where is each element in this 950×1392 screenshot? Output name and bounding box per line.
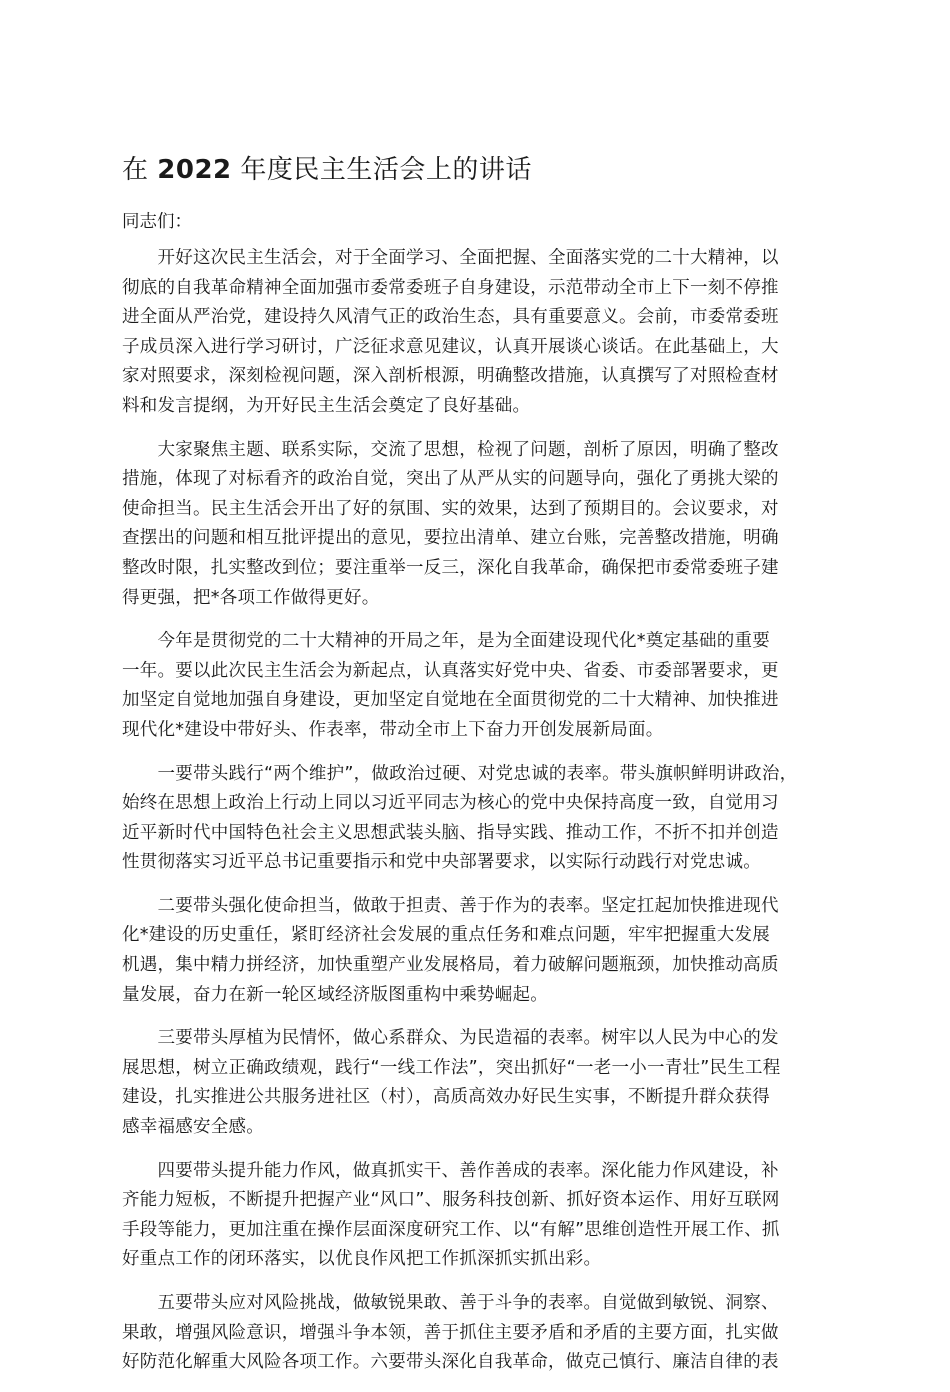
- body-paragraph: [122, 244, 862, 422]
- paragraph-line: 果敢，增强风险意识，增强斗争本领，善于抓住主要矛盾和矛盾的主要方面，扎实做: [122, 1322, 779, 1343]
- body-paragraph: [122, 436, 862, 614]
- paragraph-line: 性贯彻落实习近平总书记重要指示和党中央部署要求，以实际行动践行对党忠诚。: [122, 852, 761, 873]
- paragraph-line: 今年是贯彻党的二十大精神的开局之年，是为全面建设现代化*奠定基础的重要: [122, 631, 770, 652]
- paragraph-line: 查摆出的问题和相互批评提出的意见，要拉出清单、建立台账，完善整改措施，明确: [122, 528, 779, 549]
- paragraph-line: 家对照要求，深刻检视问题，深入剖析根源，明确整改措施，认真撰写了对照检查材: [122, 366, 779, 387]
- paragraph-line: 进全面从严治党，建设持久风清气正的政治生态，具有重要意义。会前，市委常委班: [122, 307, 779, 328]
- paragraph-line: 大家聚焦主题、联系实际，交流了思想，检视了问题，剖析了原因，明确了整改: [122, 439, 779, 460]
- paragraph-line: 始终在思想上政治上行动上同以习近平同志为核心的党中央保持高度一致，自觉用习: [122, 793, 779, 814]
- title-suffix: 年度民主生活会上的讲话: [231, 155, 532, 185]
- body-paragraph: [122, 892, 862, 1010]
- paragraph-line: 三要带头厚植为民情怀，做心系群众、为民造福的表率。树牢以人民为中心的发: [122, 1028, 779, 1049]
- paragraph-line: 二要带头强化使命担当，做敢于担责、善于作为的表率。坚定扛起加快推进现代: [122, 895, 779, 916]
- paragraph-line: 加坚定自觉地加强自身建设，更加坚定自觉地在全面贯彻党的二十大精神、加快推进: [122, 690, 779, 711]
- title-year: 2022: [157, 155, 232, 185]
- paragraph-line: 措施，体现了对标看齐的政治自觉，突出了从严从实的问题导向，强化了勇挑大梁的: [122, 469, 779, 490]
- title-prefix: 在: [122, 155, 158, 185]
- paragraph-line: 近平新时代中国特色社会主义思想武装头脑、指导实践、推动工作，不折不扣并创造: [122, 822, 779, 843]
- body-paragraph: [122, 760, 862, 878]
- paragraph-line: 建设，扎实推进公共服务进社区（村），高质高效办好民生实事，不断提升群众获得: [122, 1087, 770, 1108]
- paragraph-line: 五要带头应对风险挑战，做敏锐果敢、善于斗争的表率。自觉做到敏锐、洞察、: [122, 1293, 779, 1313]
- paragraph-line: 使命担当。民主生活会开出了好的氛围、实的效果，达到了预期目的。会议要求，对: [122, 498, 779, 519]
- paragraph-line: 一要带头践行“两个维护”，做政治过硬、对党忠诚的表率。带头旗帜鲜明讲政治，: [122, 763, 798, 784]
- body-paragraph: [122, 1024, 862, 1142]
- body-paragraph: [122, 1289, 862, 1378]
- paragraph-line: 得更强，把*各项工作做得更好。: [122, 587, 380, 608]
- paragraph-line: 机遇，集中精力拼经济，加快重塑产业发展格局，着力破解问题瓶颈，加快推动高质: [122, 955, 779, 976]
- paragraph-line: 四要带头提升能力作风，做真抓实干、善作善成的表率。深化能力作风建设，补: [122, 1160, 779, 1181]
- paragraph-line: 彻底的自我革命精神全面加强市委常委班子自身建设，示范带动全市上下一刻不停推: [122, 277, 779, 298]
- paragraph-line: 开好这次民主生活会，对于全面学习、全面把握、全面落实党的二十大精神，以: [122, 248, 779, 268]
- paragraph-line: 量发展，奋力在新一轮区域经济版图重构中乘势崛起。: [122, 984, 548, 1005]
- paragraph-line: 齐能力短板，不断提升把握产业“风口”、服务科技创新、抓好资本运作、用好互联网: [122, 1190, 780, 1211]
- paragraph-line: 一年。要以此次民主生活会为新起点，认真落实好党中央、省委、市委部署要求，更: [122, 660, 779, 681]
- paragraph-line: 子成员深入进行学习研讨，广泛征求意见建议，认真开展谈心谈话。在此基础上，大: [122, 336, 779, 357]
- paragraph-line: 好防范化解重大风险各项工作。六要带头深化自我革命，做克己慎行、廉洁自律的表: [122, 1352, 779, 1373]
- paragraph-line: 感幸福感安全感。: [122, 1117, 264, 1138]
- document-body: [122, 244, 862, 1392]
- body-paragraph: [122, 1157, 862, 1275]
- document-title: [122, 150, 532, 190]
- body-paragraph: [122, 627, 862, 745]
- paragraph-line: 展思想，树立正确政绩观，践行“一线工作法”，突出抓好“一老一小一青壮”民生工程: [122, 1057, 781, 1078]
- paragraph-line: 化*建设的历史重任，紧盯经济社会发展的重点任务和难点问题，牢牢把握重大发展: [122, 925, 770, 946]
- paragraph-line: 好重点工作的闭环落实，以优良作风把工作抓深抓实抓出彩。: [122, 1249, 602, 1270]
- paragraph-line: 手段等能力，更加注重在操作层面深度研究工作、以“有解”思维创造性开展工作、抓: [122, 1219, 780, 1240]
- paragraph-line: 整改时限，扎实整改到位；要注重举一反三，深化自我革命，确保把市委常委班子建: [122, 557, 779, 578]
- paragraph-line: 现代化*建设中带好头、作表率，带动全市上下奋力开创发展新局面。: [122, 719, 664, 740]
- salutation: 同志们：: [122, 212, 192, 232]
- paragraph-line: 料和发言提纲，为开好民主生活会奠定了良好基础。: [122, 395, 531, 416]
